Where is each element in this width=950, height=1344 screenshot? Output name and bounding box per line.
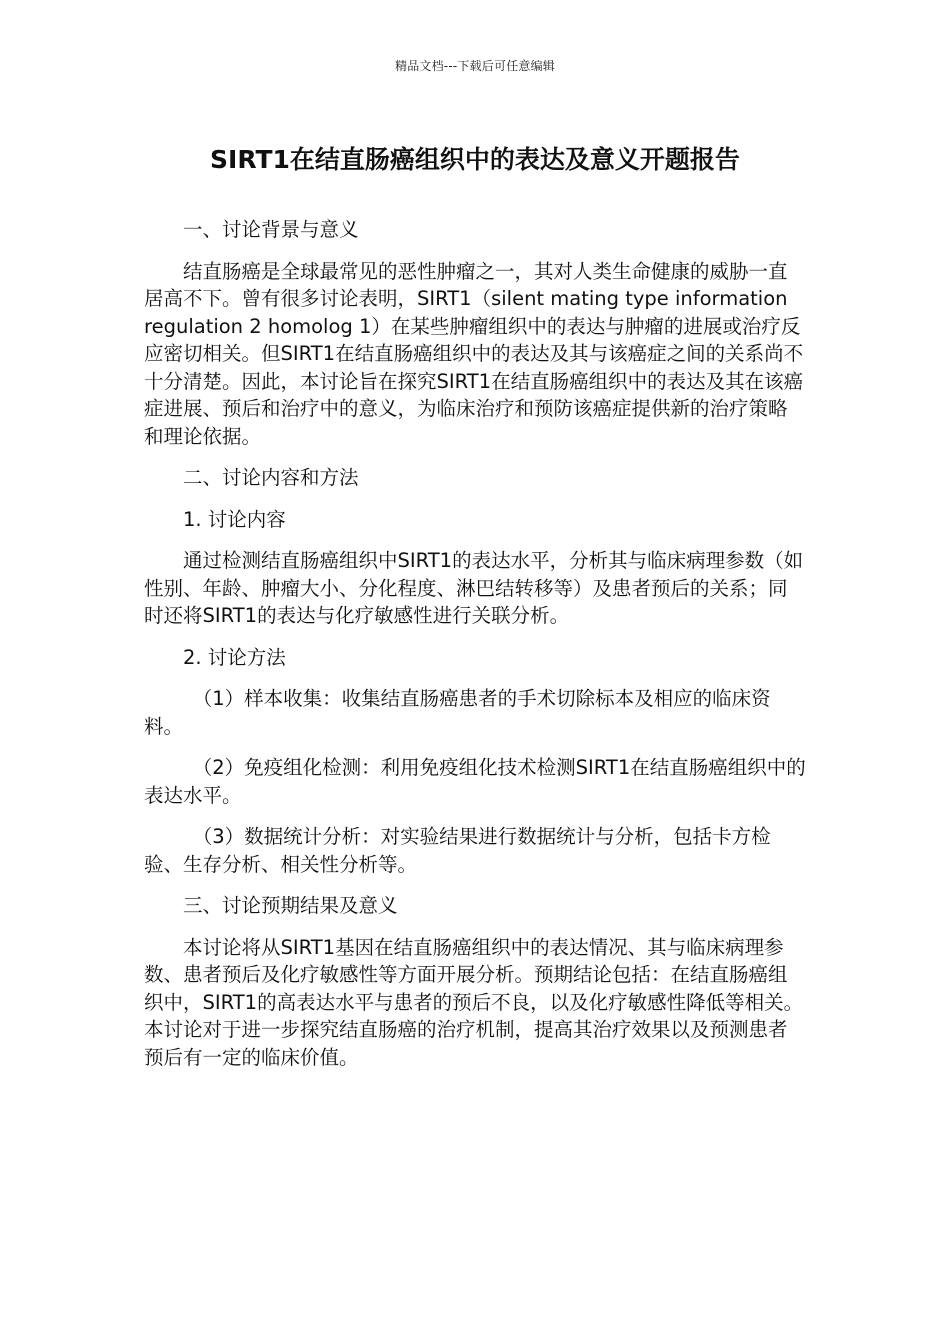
- subheading-content: 1. 讨论内容: [183, 507, 286, 531]
- subheading-methods: 2. 讨论方法: [183, 645, 286, 669]
- paragraph-content: 通过检测结直肠癌组织中SIRT1的表达水平，分析其与临床病理参数（如性别、年龄、肿瘤大小、分化程度、淋巴结转移等）及患者预后的关系；同时还将SIRT1的表达与化疗敏感性进行关联分析。: [144, 549, 804, 627]
- method-item-statistics: （3）数据统计分析：对实验结果进行数据统计与分析，包括卡方检验、生存分析、相关性分析等。: [144, 825, 771, 876]
- paragraph-expected-results: 本讨论将从SIRT1基因在结直肠癌组织中的表达情况、其与临床病理参数、患者预后及化疗敏感性等方面开展分析。预期结论包括：在结直肠癌组织中，SIRT1的高表达水平与患者的预后不良，以及化疗敏感性降低等相关。本讨论对于进一步探究结直肠癌的治疗机制，提高其治疗效果以及预测患者预后有一定的临床价值。: [144, 935, 804, 1069]
- method-item-ihc: （2）免疫组化检测：利用免疫组化技术检测SIRT1在结直肠癌组织中的表达水平。: [144, 756, 806, 807]
- document-body: [144, 216, 806, 1085]
- section-heading-expected-results: 三、讨论预期结果及意义: [183, 894, 398, 917]
- header-note: 精品文档---下载后可任意编辑: [395, 59, 555, 73]
- section-heading-background: 一、讨论背景与意义: [183, 218, 359, 241]
- paragraph-background: 结直肠癌是全球最常见的恶性肿瘤之一，其对人类生命健康的威胁一直居高不下。曾有很多讨论表明，SIRT1（silent mating type information regulation 2 homolog 1）在某些肿瘤组织中的表达与肿瘤的进展或治疗反应密切相关。但SIRT1在结直肠癌组织中的表达及其与该癌症之间的关系尚不十分清楚。因此，本讨论旨在探究SIRT1在结直肠癌组织中的表达及其在该癌症进展、预后和治疗中的意义，为临床治疗和预防该癌症提供新的治疗策略和理论依据。: [144, 259, 804, 448]
- method-item-sample: （1）样本收集：收集结直肠癌患者的手术切除标本及相应的临床资料。: [144, 687, 771, 738]
- section-heading-content-methods: 二、讨论内容和方法: [183, 466, 359, 489]
- document-title: SIRT1在结直肠癌组织中的表达及意义开题报告: [210, 145, 740, 174]
